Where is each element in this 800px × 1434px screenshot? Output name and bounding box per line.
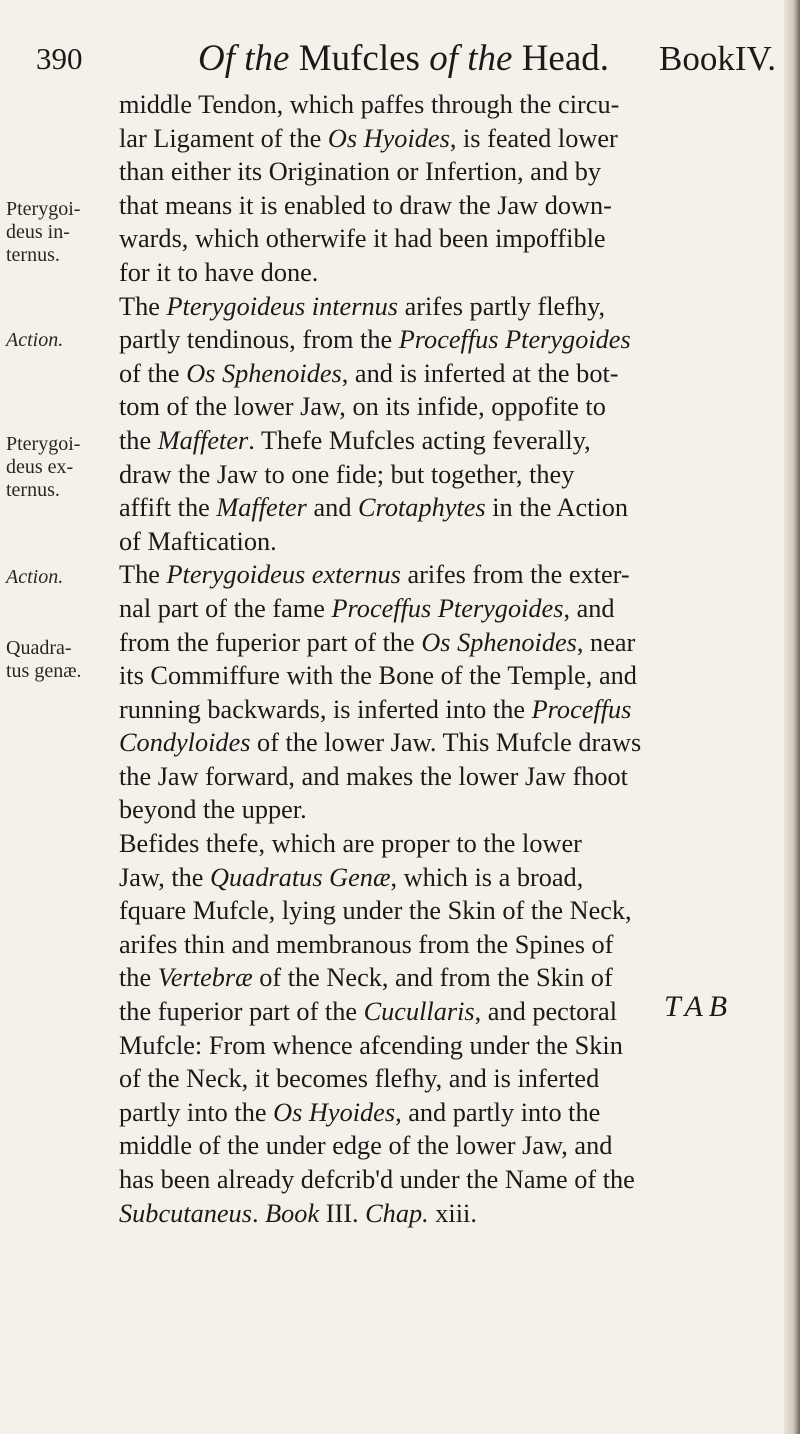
text-run: than either its Origination or Infertion, and by: [119, 157, 601, 187]
text-line: [119, 793, 779, 827]
margin-note: Pterygoi-: [6, 433, 81, 455]
text-run: .: [251, 1198, 266, 1228]
text-run: the: [119, 963, 158, 993]
text-run: partly tendinous, from the: [119, 325, 399, 355]
page-number: 390: [36, 41, 83, 76]
italic-term: Proceffus Pterygoides: [398, 325, 631, 355]
text-run: , is feated lower: [449, 123, 618, 153]
text-line: [119, 222, 779, 256]
text-line: [119, 256, 779, 290]
italic-term: Os Hyoides: [273, 1097, 396, 1127]
text-line: [119, 659, 779, 693]
text-run: for it to have done.: [119, 257, 319, 287]
text-line: [119, 88, 779, 122]
text-line: [119, 357, 779, 391]
text-run: the: [119, 425, 158, 455]
italic-term: Subcutaneus: [119, 1198, 252, 1228]
text-line: [119, 726, 779, 760]
text-run: III.: [319, 1198, 366, 1228]
margin-note: deus ex-: [6, 456, 74, 478]
text-run: Befides thefe, which are proper to the lower: [119, 829, 582, 859]
text-run: . Thefe Mufcles acting feverally,: [248, 425, 591, 455]
text-line: [119, 861, 779, 895]
text-run: , and: [563, 593, 615, 623]
text-run: xiii.: [428, 1198, 477, 1228]
title-part: Of the: [198, 38, 290, 79]
text-line: [119, 592, 779, 626]
text-run: fquare Mufcle, lying under the Skin of the Neck,: [119, 896, 632, 926]
italic-term: Pterygoideus internus: [166, 291, 398, 321]
running-header: [36, 34, 776, 84]
margin-note: ternus.: [6, 244, 60, 266]
text-line: [119, 1129, 779, 1163]
text-run: of the Neck, it becomes flefhy, and is inferted: [119, 1064, 600, 1094]
italic-term: Crotaphytes: [358, 493, 486, 523]
text-line: [119, 491, 779, 525]
text-line: [119, 424, 779, 458]
text-run: arifes partly flefhy,: [398, 291, 606, 321]
catchword: TAB: [664, 990, 734, 1023]
text-run: arifes from the exter-: [400, 560, 630, 590]
text-line: [119, 1062, 779, 1096]
text-line: [119, 693, 779, 727]
text-run: draw the Jaw to one fide; but together, they: [119, 459, 575, 489]
margin-note: Action.: [6, 566, 64, 588]
text-run: has been already defcrib'd under the Name of the: [119, 1165, 635, 1194]
page-edge: [784, 0, 800, 1434]
text-run: The: [119, 560, 167, 590]
text-run: of Maftication.: [119, 526, 277, 556]
text-run: partly into the: [119, 1097, 274, 1127]
margin-note: Quadra-: [6, 637, 72, 659]
text-run: tom of the lower Jaw, on its infide, oppofite to: [119, 392, 606, 422]
text-run: running backwards, is inferted into the: [119, 694, 532, 724]
text-run: lar Ligament of the: [119, 123, 328, 153]
text-run: affift the: [119, 493, 217, 523]
text-run: its Commiffure with the Bone of the Temple, and: [119, 661, 637, 691]
italic-term: Vertebræ: [157, 963, 253, 993]
text-run: the Jaw forward, and makes the lower Jaw fhoot: [119, 761, 628, 791]
text-run: beyond the upper.: [119, 795, 307, 825]
text-run: and: [306, 493, 359, 523]
text-line: [119, 1163, 779, 1197]
text-line: [119, 189, 779, 223]
text-run: , and is inferted at the bot-: [341, 358, 619, 388]
italic-term: Os Sphenoides: [186, 358, 342, 388]
text-run: Mufcle: From whence afcending under the Skin: [119, 1030, 623, 1060]
text-line: [119, 1096, 779, 1130]
italic-term: Condyloides: [119, 728, 251, 758]
italic-term: Maffeter: [216, 493, 307, 523]
text-line: [119, 928, 779, 962]
text-run: wards, which otherwife it had been impoffible: [119, 224, 606, 254]
text-run: , and partly into the: [395, 1097, 601, 1127]
text-line: [119, 122, 779, 156]
text-run: , and pectoral: [474, 997, 618, 1027]
text-run: arifes thin and membranous from the Spines of: [119, 929, 614, 959]
margin-note: Action.: [6, 329, 64, 351]
italic-term: Pterygoideus externus: [166, 560, 401, 590]
text-run: of the: [119, 358, 187, 388]
margin-note: deus in-: [6, 221, 70, 243]
text-line: [119, 1197, 779, 1231]
text-run: , near: [576, 627, 636, 657]
text-line: [119, 390, 779, 424]
text-line: [119, 1029, 779, 1063]
italic-term: Os Hyoides: [327, 123, 450, 153]
margin-note: Pterygoi-: [6, 198, 81, 220]
text-run: Jaw, the: [119, 862, 211, 892]
text-line: [119, 458, 779, 492]
italic-term: Os Sphenoides: [421, 627, 577, 657]
italic-term: Cucullaris: [363, 997, 475, 1027]
italic-term: Chap.: [365, 1198, 429, 1228]
text-run: middle of the under edge of the lower Jaw, and: [119, 1131, 613, 1161]
text-run: of the lower Jaw. This Mufcle draws: [250, 728, 642, 758]
text-run: The: [119, 291, 167, 321]
text-line: [119, 323, 779, 357]
italic-term: Proceffus Pterygoides: [331, 593, 564, 623]
text-line: [119, 827, 779, 861]
text-line: [119, 155, 779, 189]
text-run: that means it is enabled to draw the Jaw down-: [119, 190, 612, 220]
text-line: [119, 894, 779, 928]
text-run: , which is a broad,: [390, 862, 584, 892]
title-part: Head.: [512, 38, 610, 79]
text-run: nal part of the fame: [119, 593, 332, 623]
italic-term: Book: [265, 1198, 320, 1228]
body-text: [119, 88, 779, 1230]
text-run: from the fuperior part of the: [119, 627, 422, 657]
text-line: [119, 558, 779, 592]
italic-term: Maffeter: [157, 425, 249, 455]
text-line: [119, 290, 779, 324]
text-run: in the Action: [485, 493, 629, 523]
text-line: [119, 760, 779, 794]
text-line: [119, 626, 779, 660]
title-part: of the: [429, 38, 513, 79]
running-title: [198, 34, 609, 84]
title-part: Mufcles: [289, 38, 430, 79]
margin-note: ternus.: [6, 479, 60, 501]
book-number: BookIV.: [658, 39, 776, 78]
italic-term: Proceffus: [531, 694, 632, 724]
text-run: middle Tendon, which paffes through the circu-: [119, 90, 620, 119]
text-line: [119, 525, 779, 559]
margin-note: tus genæ.: [6, 660, 82, 682]
text-run: the fuperior part of the: [119, 997, 364, 1027]
italic-term: Quadratus Genæ: [210, 862, 391, 892]
text-run: of the Neck, and from the Skin of: [252, 963, 613, 993]
